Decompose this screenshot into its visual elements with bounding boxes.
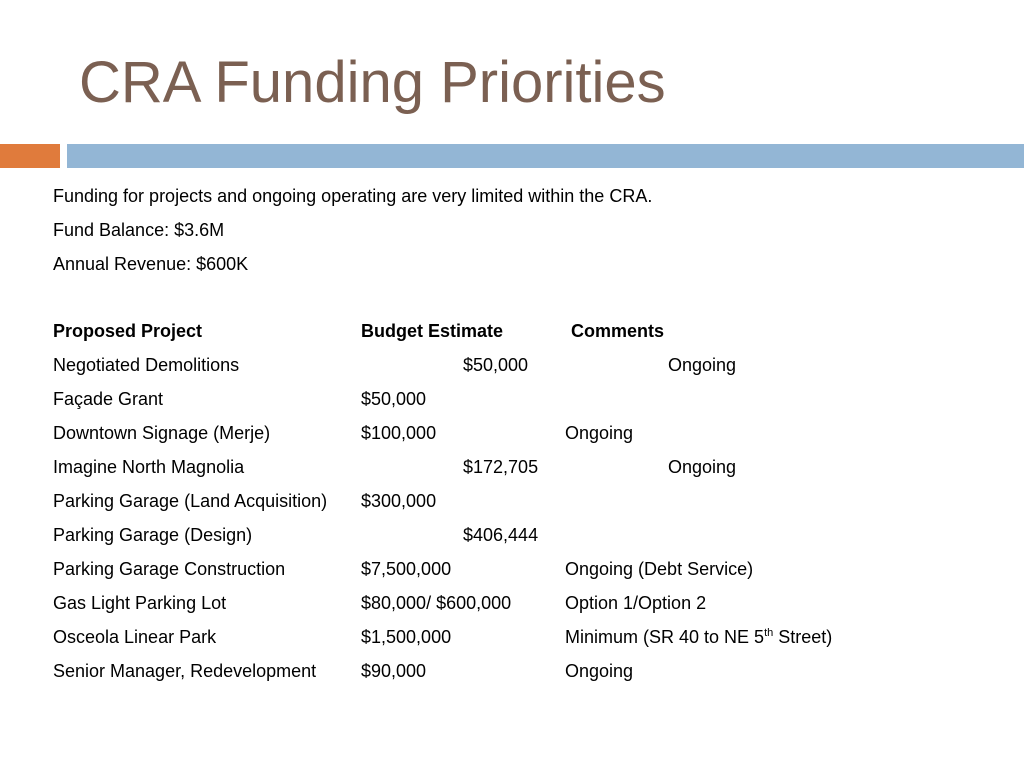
project-name: Gas Light Parking Lot	[53, 593, 227, 613]
project-comment: Ongoing	[668, 457, 737, 477]
table-header	[0, 320, 1024, 342]
budget-estimate: $172,705	[463, 457, 539, 477]
table-row	[0, 422, 1024, 444]
header-project: Proposed Project	[53, 321, 203, 341]
table-row	[0, 354, 1024, 376]
annual-revenue: Annual Revenue: $600K	[53, 254, 249, 274]
project-name: Negotiated Demolitions	[53, 355, 240, 375]
budget-estimate: $1,500,000	[361, 627, 452, 647]
budget-estimate: $300,000	[361, 491, 437, 511]
table-row	[0, 592, 1024, 614]
table-row	[0, 558, 1024, 580]
project-comment: Ongoing	[668, 355, 737, 375]
project-name: Imagine North Magnolia	[53, 457, 245, 477]
project-comment: Ongoing	[565, 661, 634, 681]
table-row	[0, 456, 1024, 478]
project-name: Façade Grant	[53, 389, 164, 409]
comment-main: Minimum (SR 40 to NE 5	[565, 627, 765, 647]
table-row	[0, 490, 1024, 512]
budget-estimate: $7,500,000	[361, 559, 452, 579]
budget-estimate: $90,000	[361, 661, 427, 681]
project-comment: Ongoing	[565, 423, 634, 443]
project-comment	[565, 626, 832, 651]
project-name: Parking Garage (Design)	[53, 525, 253, 545]
fund-balance: Fund Balance: $3.6M	[53, 220, 225, 240]
table-row	[0, 388, 1024, 410]
project-name: Parking Garage Construction	[53, 559, 286, 579]
budget-estimate: $50,000	[463, 355, 529, 375]
project-comment: Option 1/Option 2	[565, 593, 707, 613]
project-name: Parking Garage (Land Acquisition)	[53, 491, 328, 511]
slide-title: CRA Funding Priorities	[79, 50, 666, 115]
budget-estimate: $406,444	[463, 525, 539, 545]
table-row	[0, 524, 1024, 546]
project-name: Osceola Linear Park	[53, 627, 217, 647]
table-row	[0, 626, 1024, 648]
budget-estimate: $50,000	[361, 389, 427, 409]
budget-estimate: $80,000/ $600,000	[361, 593, 512, 613]
accent-bar-orange	[0, 144, 60, 168]
project-comment: Ongoing (Debt Service)	[565, 559, 754, 579]
accent-bar-blue	[67, 144, 1024, 168]
header-budget: Budget Estimate	[361, 321, 504, 341]
intro-text: Funding for projects and ongoing operating are very limited within the CRA.	[53, 186, 653, 206]
ordinal-suffix: th	[764, 627, 774, 639]
comment-tail: Street)	[773, 627, 833, 647]
table-row	[0, 660, 1024, 682]
budget-estimate: $100,000	[361, 423, 437, 443]
header-comments: Comments	[571, 321, 665, 341]
project-name: Downtown Signage (Merje)	[53, 423, 271, 443]
project-name: Senior Manager, Redevelopment	[53, 661, 317, 681]
